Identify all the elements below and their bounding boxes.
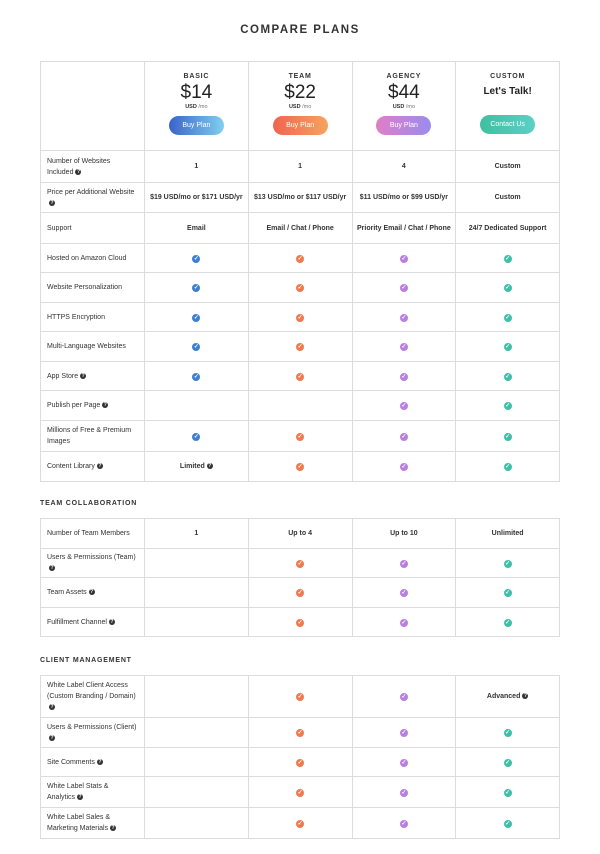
- cell-custom: [456, 213, 560, 244]
- check-circle-icon: ✓: [297, 433, 303, 440]
- cell-agency: [352, 421, 456, 452]
- check-circle-icon: ✓: [401, 694, 407, 700]
- check-circle-icon: ✓: [297, 820, 303, 827]
- cell-custom: [456, 332, 560, 362]
- cell-basic: [145, 362, 249, 391]
- check-circle-icon: ✓: [401, 560, 407, 567]
- feature-label-publish-per-page: [41, 391, 145, 421]
- check-circle-icon: ✓: [505, 285, 511, 291]
- cell-team: [248, 718, 352, 748]
- client-management-table: [40, 675, 560, 839]
- cell-basic: [145, 391, 249, 421]
- check-circle-icon: ✓: [505, 314, 511, 321]
- cell-custom: [456, 718, 560, 748]
- price-unit: [353, 104, 456, 110]
- cell-basic: [145, 421, 249, 452]
- plan-name-team: TEAM: [288, 73, 312, 80]
- table-row: [41, 421, 560, 452]
- check-circle-icon: ✓: [297, 730, 303, 736]
- feature-label-support: [41, 213, 145, 244]
- cell-basic: [145, 273, 249, 303]
- cell-team: [248, 421, 352, 452]
- cell-basic: [145, 244, 249, 273]
- cell-custom: [456, 578, 560, 608]
- cell-team: [248, 213, 352, 244]
- check-circle-icon: ✓: [505, 464, 511, 470]
- check-circle-icon: ✓: [401, 403, 407, 409]
- feature-label-app-store: [41, 362, 145, 391]
- table-row: [41, 608, 560, 637]
- check-circle-icon: ✓: [297, 560, 303, 567]
- cell-basic: [145, 549, 249, 578]
- feature-label-text: Number of Team Members: [47, 530, 130, 537]
- cell-custom: [456, 421, 560, 452]
- feature-label-content-library: [41, 452, 145, 482]
- question-circle-icon[interactable]: ?: [98, 463, 102, 470]
- check-circle-icon: ✓: [505, 560, 511, 567]
- check-circle-icon: ✓: [401, 255, 407, 262]
- check-circle-icon: ✓: [505, 759, 511, 766]
- plan-name-custom: CUSTOM: [490, 73, 526, 80]
- cell-agency: [352, 549, 456, 578]
- cell-agency: [352, 578, 456, 608]
- feature-label-users-permissions-team: [41, 549, 145, 578]
- cell-basic: [145, 151, 249, 183]
- feature-label-text: Hosted on Amazon Cloud: [47, 254, 127, 262]
- cell-basic: [145, 519, 249, 549]
- period-label: /mo: [405, 104, 416, 110]
- cell-custom: [456, 808, 560, 839]
- cell-team: [248, 303, 352, 332]
- table-row: [41, 244, 560, 273]
- cell-custom: [456, 549, 560, 578]
- feature-label-text: Website Personalization: [47, 284, 122, 291]
- cell-agency: [352, 777, 456, 808]
- check-circle-icon: ✓: [401, 619, 407, 626]
- cell-agency: [352, 151, 456, 183]
- cell-agency: [352, 362, 456, 391]
- question-circle-icon[interactable]: ?: [98, 758, 102, 765]
- cell-team: [248, 777, 352, 808]
- question-circle-icon[interactable]: ?: [50, 734, 54, 741]
- question-circle-icon[interactable]: ?: [208, 463, 212, 470]
- cell-value: Limited: [179, 463, 205, 470]
- cell-team: [248, 273, 352, 303]
- cell-basic: [145, 303, 249, 332]
- feature-label-text: Publish per Page: [47, 402, 101, 409]
- check-circle-icon: ✓: [297, 314, 303, 321]
- cell-basic: [145, 578, 249, 608]
- feature-label-white-label-client-access-custom-branding-domain: [41, 676, 145, 718]
- question-circle-icon[interactable]: ?: [50, 704, 54, 711]
- cell-custom: [456, 519, 560, 549]
- cell-value: $11 USD/mo or $99 USD/yr: [359, 194, 449, 201]
- cell-value: Unlimited: [491, 530, 524, 537]
- check-circle-icon: ✓: [297, 285, 303, 291]
- cell-value: 24/7 Dedicated Support: [468, 224, 547, 232]
- cell-team: [248, 151, 352, 183]
- check-circle-icon: ✓: [193, 314, 199, 321]
- cell-team: [248, 452, 352, 482]
- check-circle-icon: ✓: [297, 619, 303, 626]
- cell-value: Up to 4: [288, 530, 312, 537]
- feature-label-text: Team Assets: [47, 589, 87, 596]
- cell-value: Advanced: [486, 693, 521, 700]
- check-circle-icon: ✓: [193, 255, 199, 262]
- check-circle-icon: ✓: [401, 464, 407, 470]
- cell-basic: [145, 808, 249, 839]
- page-title: COMPARE PLANS: [240, 24, 360, 36]
- cell-custom: [456, 244, 560, 273]
- check-circle-icon: ✓: [505, 344, 511, 350]
- check-circle-icon: ✓: [505, 433, 511, 440]
- cell-value: 1: [194, 163, 199, 170]
- cell-value: Priority Email / Chat / Phone: [357, 224, 451, 232]
- feature-label-price-per-additional-website: [41, 183, 145, 213]
- check-circle-icon: ✓: [297, 590, 303, 596]
- feature-label-white-label-stats-analytics: [41, 777, 145, 808]
- check-circle-icon: ✓: [505, 730, 511, 736]
- check-circle-icon: ✓: [505, 373, 511, 380]
- question-circle-icon[interactable]: ?: [50, 565, 54, 572]
- cell-agency: [352, 391, 456, 421]
- cell-basic: [145, 213, 249, 244]
- feature-label-text: Site Comments: [47, 758, 95, 766]
- price-unit: [249, 104, 352, 110]
- check-circle-icon: ✓: [401, 373, 407, 380]
- plan-price-basic: $14: [180, 82, 213, 103]
- feature-label-number-of-team-members: [41, 519, 145, 549]
- plan-header-custom: [456, 62, 560, 151]
- plan-price-team: $22: [284, 82, 316, 103]
- feature-label-fulfillment-channel: [41, 608, 145, 637]
- feature-label-text: White Label Stats & Analytics: [47, 783, 109, 801]
- feature-label-text: White Label Sales & Marketing Materials: [47, 814, 111, 832]
- cell-agency: [352, 608, 456, 637]
- feature-label-https-encryption: [41, 303, 145, 332]
- feature-label-text: Users & Permissions (Team): [47, 554, 136, 561]
- cell-agency: [352, 332, 456, 362]
- cell-value: Email / Chat / Phone: [266, 224, 334, 232]
- check-circle-icon: ✓: [297, 373, 303, 380]
- feature-label-team-assets: [41, 578, 145, 608]
- cell-custom: [456, 452, 560, 482]
- cell-team: [248, 676, 352, 718]
- check-circle-icon: ✓: [193, 344, 199, 350]
- plan-name-basic: BASIC: [183, 73, 210, 80]
- feature-label-white-label-sales-marketing-materials: [41, 808, 145, 839]
- cell-team: [248, 362, 352, 391]
- plan-name-agency: AGENCY: [386, 73, 422, 80]
- cell-agency: [352, 183, 456, 213]
- question-circle-icon[interactable]: ?: [111, 825, 115, 832]
- cell-basic: [145, 777, 249, 808]
- check-circle-icon: ✓: [505, 820, 511, 827]
- plan-price-agency: $44: [388, 82, 420, 103]
- cell-agency: [352, 718, 456, 748]
- cell-value: $13 USD/mo or $117 USD/yr: [254, 194, 347, 201]
- question-circle-icon[interactable]: ?: [50, 199, 54, 206]
- feature-label-text: Support: [47, 224, 72, 232]
- feature-label-site-comments: [41, 748, 145, 777]
- check-circle-icon: ✓: [505, 255, 511, 262]
- table-row: [41, 332, 560, 362]
- cell-custom: [456, 273, 560, 303]
- buy-plan-team-button[interactable]: Buy Plan: [273, 116, 328, 135]
- table-row: [41, 676, 560, 718]
- table-row: [41, 777, 560, 808]
- cell-team: [248, 244, 352, 273]
- check-circle-icon: ✓: [505, 403, 511, 409]
- table-row: [41, 273, 560, 303]
- cell-custom: [456, 151, 560, 183]
- currency-label: USD: [288, 104, 301, 110]
- check-circle-icon: ✓: [297, 255, 303, 262]
- cell-agency: [352, 244, 456, 273]
- feature-label-multi-language-websites: [41, 332, 145, 362]
- feature-label-hosted-on-amazon-cloud: [41, 244, 145, 273]
- cell-agency: [352, 519, 456, 549]
- section-title-team-collaboration: TEAM COLLABORATION: [40, 500, 138, 507]
- cell-value: $19 USD/mo or $171 USD/yr: [150, 194, 243, 201]
- cell-value: 4: [401, 163, 406, 170]
- check-circle-icon: ✓: [401, 433, 407, 440]
- table-row: [41, 578, 560, 608]
- check-circle-icon: ✓: [193, 433, 199, 440]
- check-circle-icon: ✓: [505, 619, 511, 626]
- question-circle-icon[interactable]: ?: [81, 372, 85, 379]
- check-circle-icon: ✓: [401, 730, 407, 736]
- table-row: [41, 748, 560, 777]
- check-circle-icon: ✓: [401, 820, 407, 827]
- check-circle-icon: ✓: [297, 344, 303, 350]
- cell-basic: [145, 452, 249, 482]
- cell-team: [248, 808, 352, 839]
- cell-value: 1: [298, 163, 303, 170]
- empty-header-cell: [41, 62, 145, 151]
- table-row: [41, 303, 560, 332]
- currency-label: USD: [185, 104, 197, 110]
- cell-basic: [145, 608, 249, 637]
- cell-agency: [352, 303, 456, 332]
- check-circle-icon: ✓: [297, 759, 303, 766]
- cell-value: Custom: [494, 163, 521, 170]
- check-circle-icon: ✓: [297, 694, 303, 700]
- feature-label-users-permissions-client: [41, 718, 145, 748]
- cell-team: [248, 332, 352, 362]
- cell-custom: [456, 748, 560, 777]
- table-row: [41, 362, 560, 391]
- section-title-client-management: CLIENT MANAGEMENT: [40, 657, 132, 664]
- buy-plan-agency-button[interactable]: Buy Plan: [376, 116, 431, 135]
- cell-team: [248, 578, 352, 608]
- cell-team: [248, 391, 352, 421]
- cell-agency: [352, 452, 456, 482]
- check-circle-icon: ✓: [505, 590, 511, 596]
- check-circle-icon: ✓: [401, 789, 407, 796]
- cell-basic: [145, 183, 249, 213]
- period-label: /mo: [302, 104, 312, 110]
- cell-value: Custom: [494, 194, 521, 201]
- table-row: [41, 452, 560, 482]
- price-unit: [145, 104, 248, 110]
- plan-header-team: [248, 62, 352, 151]
- cell-custom: [456, 303, 560, 332]
- feature-label-text: Content Library: [47, 463, 95, 470]
- check-circle-icon: ✓: [401, 590, 407, 596]
- check-circle-icon: ✓: [401, 314, 407, 321]
- contact-us-button[interactable]: Contact Us: [480, 115, 535, 134]
- plan-price-custom: Let's Talk!: [483, 86, 532, 97]
- check-circle-icon: ✓: [401, 344, 407, 350]
- check-circle-icon: ✓: [401, 285, 407, 291]
- buy-plan-basic-button[interactable]: Buy Plan: [169, 116, 224, 135]
- table-row: [41, 519, 560, 549]
- check-circle-icon: ✓: [297, 464, 303, 470]
- cell-custom: [456, 183, 560, 213]
- cell-value: Email: [187, 224, 206, 232]
- cell-team: [248, 549, 352, 578]
- plan-header-agency: [352, 62, 456, 151]
- cell-custom: [456, 608, 560, 637]
- currency-label: USD: [392, 104, 405, 110]
- feature-label-text: Users & Permissions (Client): [47, 723, 137, 731]
- table-row: [41, 549, 560, 578]
- feature-label-number-of-websites-included: [41, 151, 145, 183]
- cell-agency: [352, 748, 456, 777]
- table-row: [41, 183, 560, 213]
- cell-agency: [352, 273, 456, 303]
- table-row: [41, 213, 560, 244]
- feature-label-millions-of-free-premium-images: [41, 421, 145, 452]
- cell-agency: [352, 808, 456, 839]
- table-row: [41, 151, 560, 183]
- check-circle-icon: ✓: [193, 373, 199, 380]
- cell-basic: [145, 718, 249, 748]
- check-circle-icon: ✓: [297, 789, 303, 796]
- cell-basic: [145, 332, 249, 362]
- feature-label-text: HTTPS Encryption: [47, 313, 105, 321]
- cell-value: Up to 10: [390, 530, 418, 537]
- team-collaboration-table: [40, 518, 560, 637]
- cell-team: [248, 748, 352, 777]
- question-circle-icon[interactable]: ?: [523, 693, 527, 700]
- cell-custom: [456, 391, 560, 421]
- cell-team: [248, 519, 352, 549]
- cell-value: 1: [194, 530, 199, 537]
- cell-agency: [352, 213, 456, 244]
- feature-label-text: Millions of Free & Premium Images: [47, 427, 132, 445]
- check-circle-icon: ✓: [401, 759, 407, 766]
- cell-agency: [352, 676, 456, 718]
- cell-team: [248, 183, 352, 213]
- table-row: [41, 718, 560, 748]
- question-circle-icon[interactable]: ?: [78, 794, 82, 801]
- question-circle-icon[interactable]: ?: [76, 168, 80, 175]
- table-row: [41, 808, 560, 839]
- question-circle-icon[interactable]: ?: [110, 618, 114, 625]
- cell-custom: [456, 676, 560, 718]
- cell-team: [248, 608, 352, 637]
- feature-label-text: Price per Additional Website: [47, 188, 135, 196]
- feature-label-text: White Label Client Access (Custom Branding / Domain): [47, 682, 136, 700]
- table-row: [41, 391, 560, 421]
- feature-label-text: Fulfillment Channel: [47, 618, 107, 626]
- feature-label-text: App Store: [47, 372, 79, 380]
- question-circle-icon[interactable]: ?: [103, 402, 107, 409]
- feature-label-text: Number of Websites Included: [47, 157, 111, 176]
- cell-basic: [145, 748, 249, 777]
- check-circle-icon: ✓: [505, 789, 511, 796]
- check-circle-icon: ✓: [193, 285, 199, 291]
- plan-header-basic: [145, 62, 249, 151]
- feature-label-website-personalization: [41, 273, 145, 303]
- question-circle-icon[interactable]: ?: [90, 589, 94, 596]
- cell-basic: [145, 676, 249, 718]
- feature-label-text: Multi-Language Websites: [47, 343, 126, 350]
- plans-comparison-table: [40, 61, 560, 482]
- cell-custom: [456, 777, 560, 808]
- cell-custom: [456, 362, 560, 391]
- period-label: /mo: [198, 104, 208, 110]
